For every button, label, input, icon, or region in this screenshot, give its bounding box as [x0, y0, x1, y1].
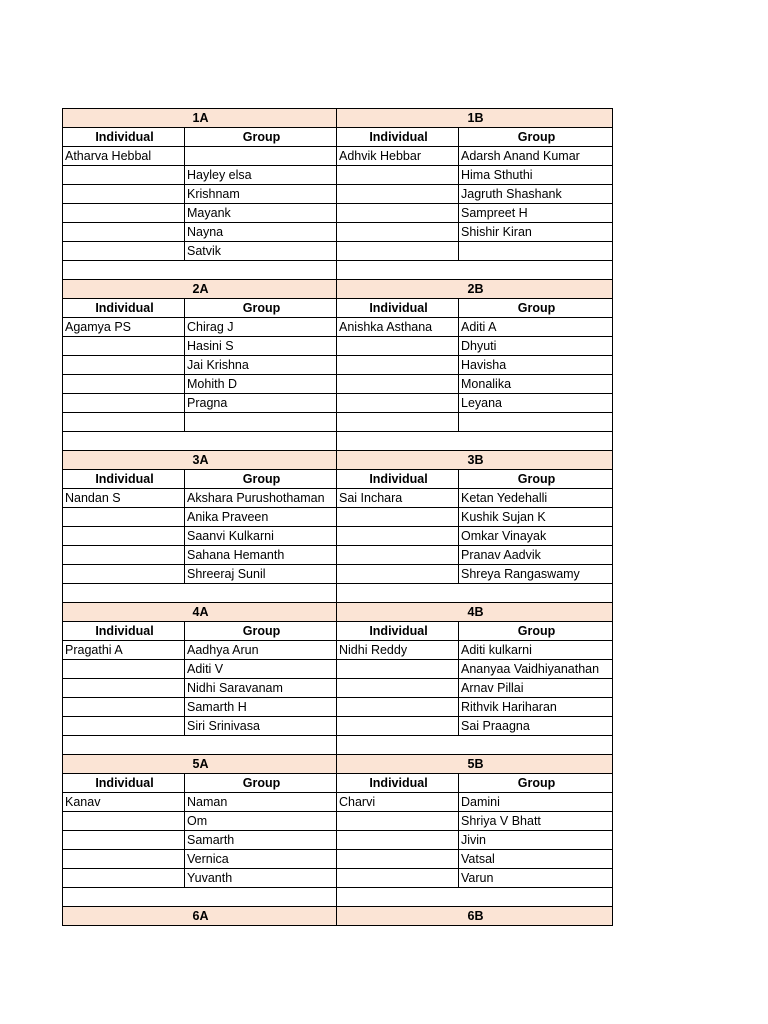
header-individual[interactable]: Individual [63, 622, 185, 641]
header-individual[interactable]: Individual [63, 470, 185, 489]
table-row [63, 147, 613, 166]
group-cell-left[interactable]: Satvik [185, 242, 337, 261]
section-label-right[interactable]: 2B [337, 280, 613, 299]
group-cell-right[interactable]: Havisha [459, 356, 613, 375]
group-cell-right[interactable]: Rithvik Hariharan [459, 698, 613, 717]
group-cell-right[interactable]: Shriya V Bhatt [459, 812, 613, 831]
header-individual[interactable]: Individual [337, 774, 459, 793]
individual-cell-left[interactable] [63, 698, 185, 717]
table-row [63, 375, 613, 394]
individual-cell-right[interactable] [337, 527, 459, 546]
individual-cell-right[interactable] [337, 812, 459, 831]
spacer-cell-left[interactable] [63, 432, 337, 451]
column-header-row [63, 774, 613, 793]
group-cell-right[interactable]: Varun [459, 869, 613, 888]
group-cell-right[interactable]: Hima Sthuthi [459, 166, 613, 185]
group-cell-right[interactable]: Aditi kulkarni [459, 641, 613, 660]
section-band-row [63, 280, 613, 299]
individual-cell-left[interactable] [63, 679, 185, 698]
group-cell-left[interactable]: Hasini S [185, 337, 337, 356]
individual-cell-right[interactable] [337, 375, 459, 394]
table-row [63, 850, 613, 869]
table-row [63, 242, 613, 261]
individual-cell-right[interactable] [337, 831, 459, 850]
group-cell-right[interactable]: Vatsal [459, 850, 613, 869]
individual-cell-right[interactable] [337, 242, 459, 261]
group-cell-left[interactable]: Samarth [185, 831, 337, 850]
group-cell-left[interactable] [185, 147, 337, 166]
section-band-row [63, 109, 613, 128]
group-cell-right[interactable]: Jivin [459, 831, 613, 850]
individual-cell-left[interactable]: Pragathi A [63, 641, 185, 660]
group-cell-right[interactable]: Adarsh Anand Kumar [459, 147, 613, 166]
individual-cell-right[interactable] [337, 717, 459, 736]
individual-cell-right[interactable] [337, 356, 459, 375]
individual-cell-left[interactable] [63, 394, 185, 413]
column-header-row [63, 299, 613, 318]
spacer-cell-left[interactable] [63, 888, 337, 907]
individual-cell-right[interactable]: Nidhi Reddy [337, 641, 459, 660]
individual-cell-right[interactable]: Charvi [337, 793, 459, 812]
table-row [63, 413, 613, 432]
spacer-cell-left[interactable] [63, 584, 337, 603]
group-cell-right[interactable]: Leyana [459, 394, 613, 413]
group-cell-right[interactable]: Arnav Pillai [459, 679, 613, 698]
spacer-row [63, 261, 613, 280]
section-label-left[interactable]: 4A [63, 603, 337, 622]
table-row [63, 185, 613, 204]
group-cell-left[interactable]: Shreeraj Sunil [185, 565, 337, 584]
individual-cell-right[interactable] [337, 869, 459, 888]
group-cell-left[interactable]: Yuvanth [185, 869, 337, 888]
group-cell-left[interactable]: Krishnam [185, 185, 337, 204]
spacer-cell-right[interactable] [337, 584, 613, 603]
individual-cell-right[interactable] [337, 185, 459, 204]
section-band-row [63, 907, 613, 926]
table-row [63, 223, 613, 242]
spacer-cell-left[interactable] [63, 736, 337, 755]
individual-cell-left[interactable]: Kanav [63, 793, 185, 812]
individual-cell-left[interactable] [63, 565, 185, 584]
section-label-right[interactable]: 5B [337, 755, 613, 774]
individual-cell-right[interactable] [337, 850, 459, 869]
individual-cell-right[interactable] [337, 394, 459, 413]
section-label-right[interactable]: 4B [337, 603, 613, 622]
individual-cell-left[interactable] [63, 546, 185, 565]
section-label-left[interactable]: 3A [63, 451, 337, 470]
group-cell-right[interactable]: Omkar Vinayak [459, 527, 613, 546]
table-row [63, 698, 613, 717]
header-group[interactable]: Group [459, 622, 613, 641]
group-cell-right[interactable]: Shreya Rangaswamy [459, 565, 613, 584]
individual-cell-left[interactable] [63, 527, 185, 546]
individual-cell-left[interactable] [63, 812, 185, 831]
section-band-row [63, 451, 613, 470]
individual-cell-left[interactable] [63, 717, 185, 736]
table-row [63, 337, 613, 356]
individual-cell-left[interactable] [63, 242, 185, 261]
group-cell-right[interactable]: Monalika [459, 375, 613, 394]
individual-cell-left[interactable]: Atharva Hebbal [63, 147, 185, 166]
individual-cell-left[interactable] [63, 204, 185, 223]
spacer-cell-right[interactable] [337, 888, 613, 907]
table-row [63, 565, 613, 584]
table-row [63, 489, 613, 508]
individual-cell-right[interactable] [337, 698, 459, 717]
spacer-row [63, 584, 613, 603]
table-row [63, 527, 613, 546]
group-cell-right[interactable]: Sampreet H [459, 204, 613, 223]
group-cell-left[interactable]: Mayank [185, 204, 337, 223]
class-roster-table [62, 108, 613, 926]
individual-cell-left[interactable] [63, 508, 185, 527]
table-row [63, 204, 613, 223]
individual-cell-right[interactable] [337, 166, 459, 185]
group-cell-left[interactable]: Aadhya Arun [185, 641, 337, 660]
individual-cell-left[interactable]: Nandan S [63, 489, 185, 508]
group-cell-right[interactable]: Ketan Yedehalli [459, 489, 613, 508]
group-cell-left[interactable]: Anika Praveen [185, 508, 337, 527]
group-cell-right[interactable]: Sai Praagna [459, 717, 613, 736]
spacer-cell-right[interactable] [337, 432, 613, 451]
individual-cell-left[interactable] [63, 166, 185, 185]
section-label-left[interactable]: 2A [63, 280, 337, 299]
section-band-row [63, 755, 613, 774]
individual-cell-right[interactable] [337, 413, 459, 432]
section-label-left[interactable]: 6A [63, 907, 337, 926]
table-row [63, 546, 613, 565]
group-cell-left[interactable]: Nayna [185, 223, 337, 242]
group-cell-left[interactable]: Naman [185, 793, 337, 812]
section-label-left[interactable]: 5A [63, 755, 337, 774]
group-cell-right[interactable]: Dhyuti [459, 337, 613, 356]
table-row [63, 356, 613, 375]
individual-cell-left[interactable] [63, 850, 185, 869]
table-row [63, 793, 613, 812]
table-row [63, 660, 613, 679]
group-cell-left[interactable]: Hayley elsa [185, 166, 337, 185]
section-label-right[interactable]: 6B [337, 907, 613, 926]
header-individual[interactable]: Individual [337, 470, 459, 489]
individual-cell-right[interactable] [337, 565, 459, 584]
header-group[interactable]: Group [459, 774, 613, 793]
individual-cell-left[interactable] [63, 185, 185, 204]
header-individual[interactable]: Individual [337, 128, 459, 147]
group-cell-right[interactable]: Kushik Sujan K [459, 508, 613, 527]
group-cell-left[interactable]: Aditi V [185, 660, 337, 679]
individual-cell-right[interactable] [337, 223, 459, 242]
header-individual[interactable]: Individual [337, 299, 459, 318]
spacer-row [63, 888, 613, 907]
table-row [63, 166, 613, 185]
group-cell-left[interactable]: Chirag J [185, 318, 337, 337]
group-cell-left[interactable]: Akshara Purushothaman [185, 489, 337, 508]
spacer-row [63, 736, 613, 755]
spacer-cell-right[interactable] [337, 736, 613, 755]
spacer-cell-left[interactable] [63, 261, 337, 280]
individual-cell-right[interactable]: Anishka Asthana [337, 318, 459, 337]
group-cell-right[interactable]: Damini [459, 793, 613, 812]
header-individual[interactable]: Individual [337, 622, 459, 641]
group-cell-left[interactable] [185, 413, 337, 432]
column-header-row [63, 622, 613, 641]
header-group[interactable]: Group [185, 774, 337, 793]
individual-cell-left[interactable]: Agamya PS [63, 318, 185, 337]
header-individual[interactable]: Individual [63, 128, 185, 147]
group-cell-right[interactable]: Pranav Aadvik [459, 546, 613, 565]
section-band-row [63, 603, 613, 622]
table-row [63, 812, 613, 831]
individual-cell-right[interactable] [337, 337, 459, 356]
table-row [63, 318, 613, 337]
group-cell-right[interactable]: Shishir Kiran [459, 223, 613, 242]
individual-cell-right[interactable] [337, 546, 459, 565]
individual-cell-left[interactable] [63, 413, 185, 432]
section-label-right[interactable]: 1B [337, 109, 613, 128]
group-cell-right[interactable]: Jagruth Shashank [459, 185, 613, 204]
individual-cell-left[interactable] [63, 831, 185, 850]
header-group[interactable]: Group [185, 128, 337, 147]
individual-cell-left[interactable] [63, 337, 185, 356]
group-cell-right[interactable]: Aditi A [459, 318, 613, 337]
table-row [63, 508, 613, 527]
group-cell-right[interactable] [459, 413, 613, 432]
group-cell-left[interactable]: Samarth H [185, 698, 337, 717]
individual-cell-right[interactable] [337, 660, 459, 679]
header-group[interactable]: Group [185, 299, 337, 318]
table-row [63, 641, 613, 660]
group-cell-right[interactable]: Ananyaa Vaidhiyanathan [459, 660, 613, 679]
individual-cell-right[interactable] [337, 679, 459, 698]
section-label-left[interactable]: 1A [63, 109, 337, 128]
individual-cell-left[interactable] [63, 375, 185, 394]
group-cell-left[interactable]: Siri Srinivasa [185, 717, 337, 736]
individual-cell-right[interactable]: Sai Inchara [337, 489, 459, 508]
spacer-cell-right[interactable] [337, 261, 613, 280]
individual-cell-left[interactable] [63, 356, 185, 375]
header-individual[interactable]: Individual [63, 774, 185, 793]
group-cell-left[interactable]: Nidhi Saravanam [185, 679, 337, 698]
individual-cell-right[interactable] [337, 508, 459, 527]
individual-cell-left[interactable] [63, 660, 185, 679]
header-group[interactable]: Group [459, 299, 613, 318]
individual-cell-right[interactable] [337, 204, 459, 223]
header-group[interactable]: Group [459, 470, 613, 489]
group-cell-left[interactable]: Jai Krishna [185, 356, 337, 375]
group-cell-left[interactable]: Mohith D [185, 375, 337, 394]
header-group[interactable]: Group [185, 470, 337, 489]
group-cell-right[interactable] [459, 242, 613, 261]
group-cell-left[interactable]: Vernica [185, 850, 337, 869]
section-label-right[interactable]: 3B [337, 451, 613, 470]
table-row [63, 679, 613, 698]
group-cell-left[interactable]: Om [185, 812, 337, 831]
group-cell-left[interactable]: Saanvi Kulkarni [185, 527, 337, 546]
table-row [63, 831, 613, 850]
header-group[interactable]: Group [185, 622, 337, 641]
header-group[interactable]: Group [459, 128, 613, 147]
column-header-row [63, 470, 613, 489]
individual-cell-left[interactable] [63, 869, 185, 888]
header-individual[interactable]: Individual [63, 299, 185, 318]
table-row [63, 717, 613, 736]
column-header-row [63, 128, 613, 147]
individual-cell-left[interactable] [63, 223, 185, 242]
table-row [63, 869, 613, 888]
group-cell-left[interactable]: Sahana Hemanth [185, 546, 337, 565]
spacer-row [63, 432, 613, 451]
table-row [63, 394, 613, 413]
group-cell-left[interactable]: Pragna [185, 394, 337, 413]
individual-cell-right[interactable]: Adhvik Hebbar [337, 147, 459, 166]
